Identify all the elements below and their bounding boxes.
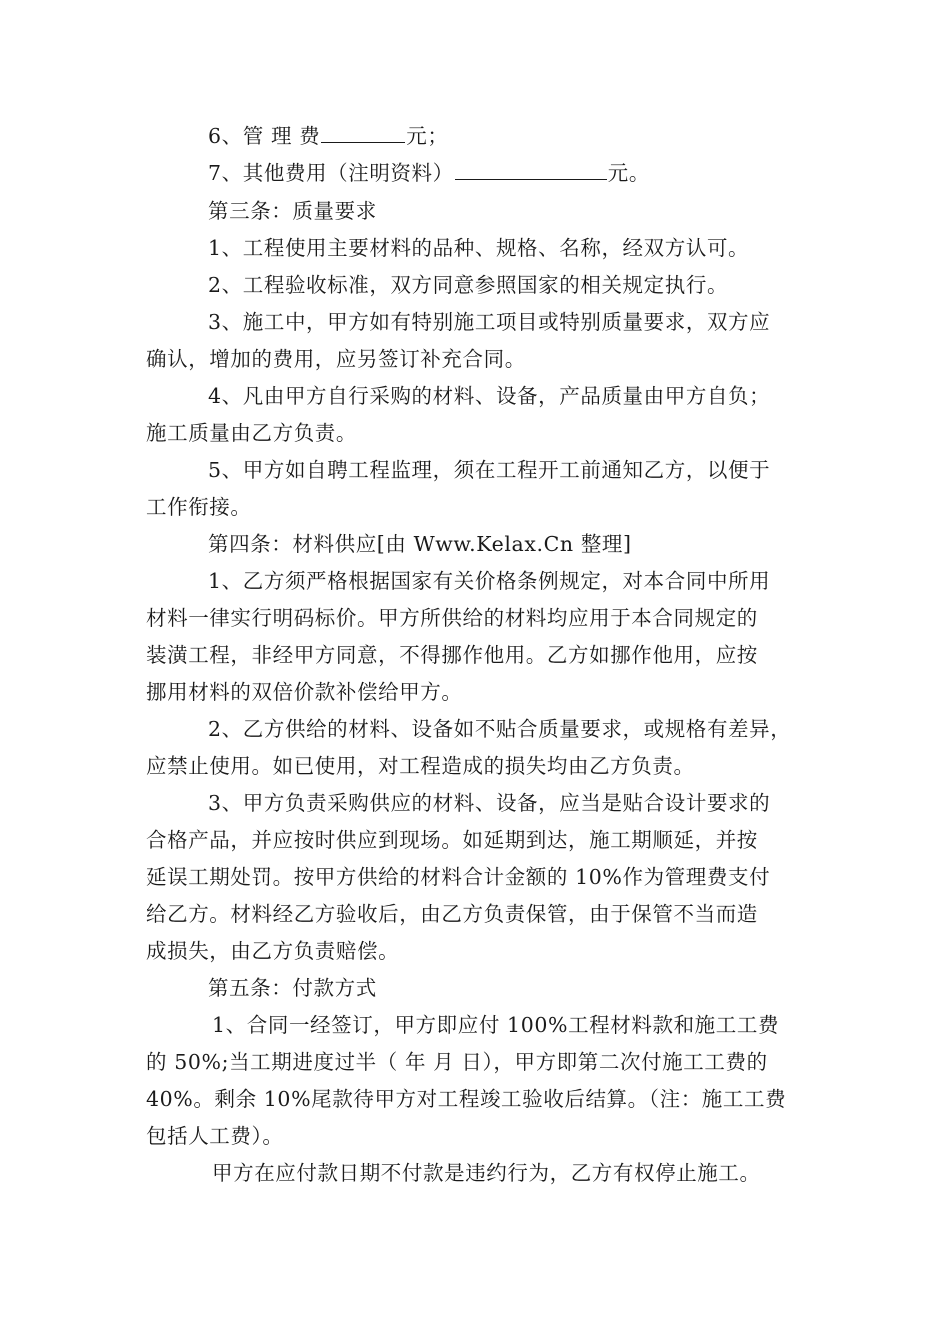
paragraph-line: 2、工程验收标准，双方同意参照国家的相关规定执行。 xyxy=(208,273,729,297)
paragraph-line: 1、乙方须严格根据国家有关价格条例规定，对本合同中所用 xyxy=(208,569,771,593)
paragraph-line: 包括人工费）。 xyxy=(146,1124,284,1148)
fee-item-management xyxy=(208,118,828,155)
fee-item-unit: 元。 xyxy=(607,161,650,185)
paragraph-line: 材料一律实行明码标价。甲方所供给的材料均应用于本合同规定的 xyxy=(146,606,758,630)
paragraph-line: 成损失，由乙方负责赔偿。 xyxy=(146,939,400,963)
paragraph-line: 施工质量由乙方负责。 xyxy=(146,421,357,445)
paragraph-line: 甲方在应付款日期不付款是违约行为，乙方有权停止施工。 xyxy=(212,1161,761,1185)
paragraph-line: 5、甲方如自聘工程监理，须在工程开工前通知乙方，以便于 xyxy=(208,458,771,482)
paragraph-line: 工作衔接。 xyxy=(146,495,252,519)
paragraph-line: 3、施工中，甲方如有特别施工项目或特别质量要求，双方应 xyxy=(208,310,771,334)
paragraph-line: 2、乙方供给的材料、设备如不贴合质量要求，或规格有差异， xyxy=(208,717,792,741)
section-heading-materials: 第四条：材料供应[由 Www.Kelax.Cn 整理] xyxy=(208,532,632,556)
paragraph-line: 的 50%;当工期进度过半（ 年 月 日），甲方即第二次付施工工费的 xyxy=(146,1050,768,1074)
paragraph-line: 40%。剩余 10%尾款待甲方对工程竣工验收后结算。（注：施工工费 xyxy=(146,1087,787,1111)
fill-in-blank xyxy=(455,159,607,180)
paragraph-line: 给乙方。材料经乙方验收后，由乙方负责保管，由于保管不当而造 xyxy=(146,902,758,926)
paragraph-line: 1、工程使用主要材料的品种、规格、名称，经双方认可。 xyxy=(208,236,750,260)
paragraph-line: 延误工期处罚。按甲方供给的材料合计金额的 10%作为管理费支付 xyxy=(146,865,771,889)
paragraph-line: 应禁止使用。如已使用，对工程造成的损失均由乙方负责。 xyxy=(146,754,695,778)
paragraph-line: 4、凡由甲方自行采购的材料、设备，产品质量由甲方自负； xyxy=(208,384,771,408)
fee-item-label: 6、管 理 费 xyxy=(208,124,321,148)
paragraph-line: 1、合同一经签订，甲方即应付 100%工程材料款和施工工费 xyxy=(212,1013,780,1037)
paragraph-line: 挪用材料的双倍价款补偿给甲方。 xyxy=(146,680,463,704)
fee-item-label: 7、其他费用（注明资料） xyxy=(208,161,454,185)
fee-item-other xyxy=(208,155,828,192)
section-heading-quality: 第三条：质量要求 xyxy=(208,199,377,223)
fee-item-unit: 元； xyxy=(406,124,449,148)
paragraph-line: 确认，增加的费用，应另签订补充合同。 xyxy=(146,347,526,371)
fill-in-blank xyxy=(321,122,405,143)
paragraph-line: 装潢工程，非经甲方同意，不得挪作他用。乙方如挪作他用，应按 xyxy=(146,643,758,667)
paragraph-line: 合格产品，并应按时供应到现场。如延期到达，施工期顺延，并按 xyxy=(146,828,758,852)
section-heading-payment: 第五条：付款方式 xyxy=(208,976,377,1000)
paragraph-line: 3、甲方负责采购供应的材料、设备，应当是贴合设计要求的 xyxy=(208,791,771,815)
